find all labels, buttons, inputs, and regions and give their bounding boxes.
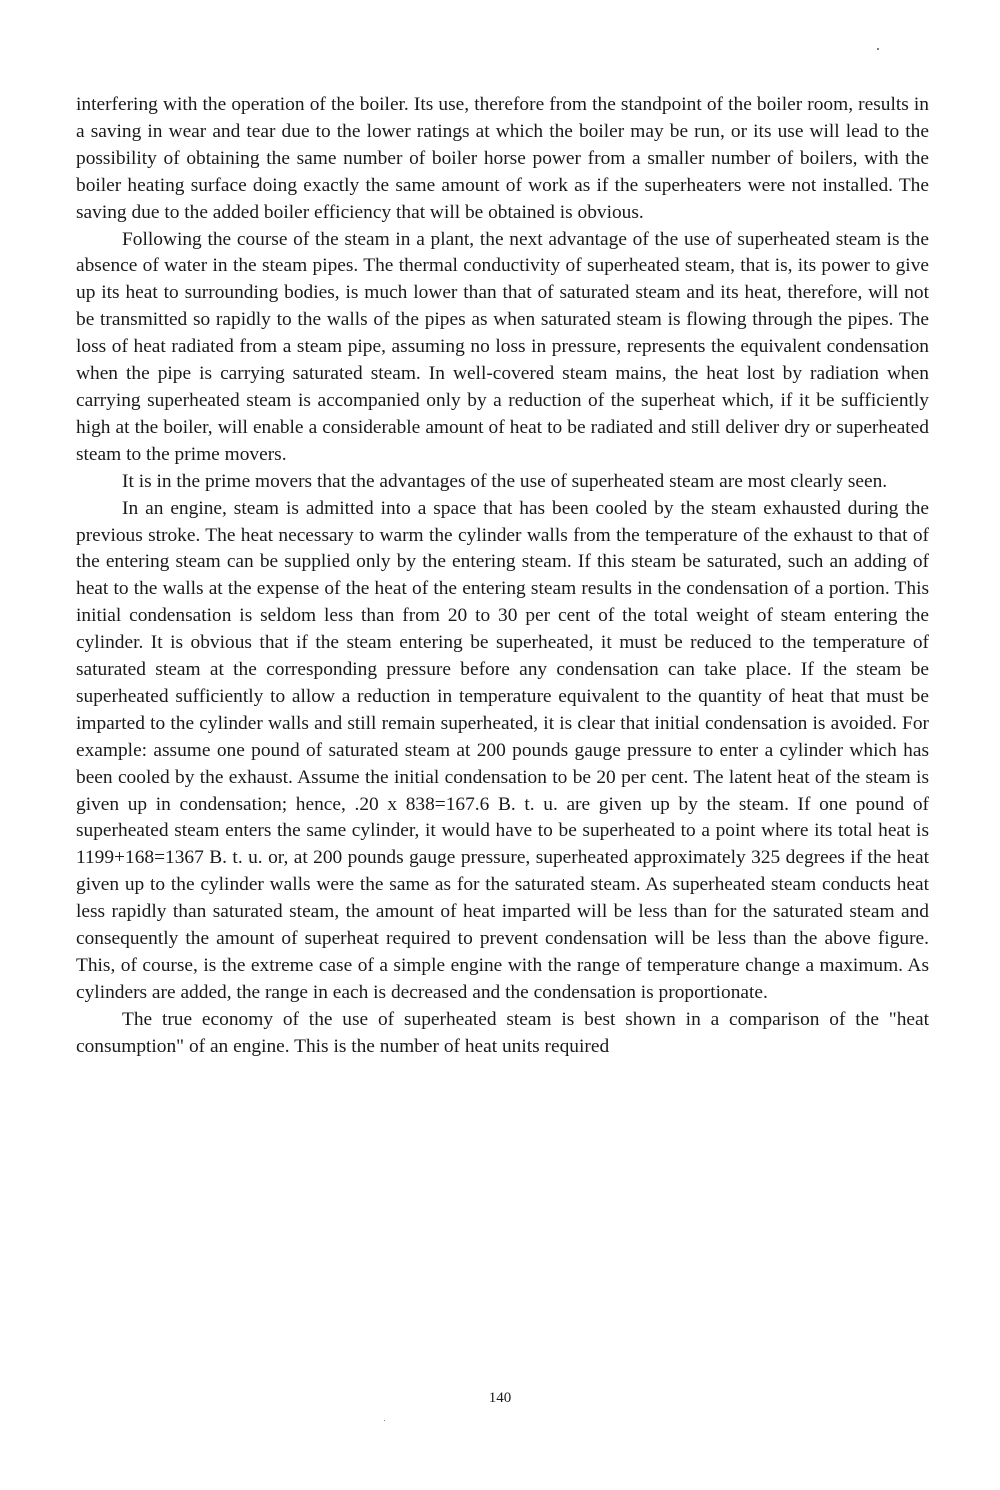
scan-speck	[877, 48, 879, 50]
page-number: 140	[488, 1390, 512, 1406]
body-text	[76, 92, 929, 1061]
paragraph: interfering with the operation of the boiler. Its use, therefore from the standpoint of the boiler room, results in a saving in wear and tear due to the lower ratings at which the boiler may be run, or its use will lead to the possibility of obtaining the same number of boiler horse power from a smaller number of boilers, with the boiler heating surface doing exactly the same amount of work as if the superheaters were not installed. The saving due to the added boiler efficiency that will be obtained is obvious.	[76, 94, 929, 223]
paragraph: It is in the prime movers that the advantages of the use of superheated steam are most clearly seen.	[122, 470, 888, 492]
paragraph: In an engine, steam is admitted into a space that has been cooled by the steam exhausted during the previous stroke. The heat necessary to warm the cylinder walls from the temperature of the exhaust to that of the entering steam can be supplied only by the entering steam. If this steam be saturated, such an adding of heat to the walls at the expense of the heat of the entering steam results in the condensation of a portion. This initial condensation is seldom less than from 20 to 30 per cent of the total weight of steam entering the cylinder. It is obvious that if the steam entering be superheated, it must be reduced to the temperature of saturated steam at the corresponding pressure before any condensation can take place. If the steam be superheated sufficiently to allow a reduction in temperature equivalent to the quantity of heat that must be imparted to the cylinder walls and still remain superheated, it is clear that initial condensation is avoided. For example: assume one pound of saturated steam at 200 pounds gauge pressure to enter a cylinder which has been cooled by the exhaust. Assume the initial condensation to be 20 per cent. The latent heat of the steam is given up in condensation; hence, .20 x 838=167.6 B. t. u. are given up by the steam. If one pound of superheated steam enters the same cylinder, it would have to be superheated to a point where its total heat is 1199+168=1367 B. t. u. or, at 200 pounds gauge pressure, superheated approximately 325 degrees if the heat given up to the cylinder walls were the same as for the saturated steam. As superheated steam conducts heat less rapidly than saturated steam, the amount of heat imparted will be less than for the saturated steam and consequently the amount of superheat required to prevent condensation will be less than the above figure. This, of course, is the extreme case of a simple engine with the range of temperature change a maximum. As cylinders are added, the range in each is decreased and the condensation is proportionate.	[76, 497, 929, 1003]
paragraph: Following the course of the steam in a plant, the next advantage of the use of superheated steam is the absence of water in the steam pipes. The thermal conductivity of superheated steam, that is, its power to give up its heat to surrounding bodies, is much lower than that of saturated steam and its heat, therefore, will not be transmitted so rapidly to the walls of the pipes as when saturated steam is flowing through the pipes. The loss of heat radiated from a steam pipe, assuming no loss in pressure, represents the equivalent condensation when the pipe is carrying saturated steam. In well-covered steam mains, the heat lost by radiation when carrying superheated steam is accompanied only by a reduction of the superheat which, if it be sufficiently high at the boiler, will enable a considerable amount of heat to be radiated and still deliver dry or superheated steam to the prime movers.	[76, 228, 929, 465]
scan-speck	[384, 1420, 385, 1421]
paragraph: The true economy of the use of superheated steam is best shown in a comparison of the "heat consumption" of an engine. This is the number of heat units required	[76, 1008, 929, 1057]
